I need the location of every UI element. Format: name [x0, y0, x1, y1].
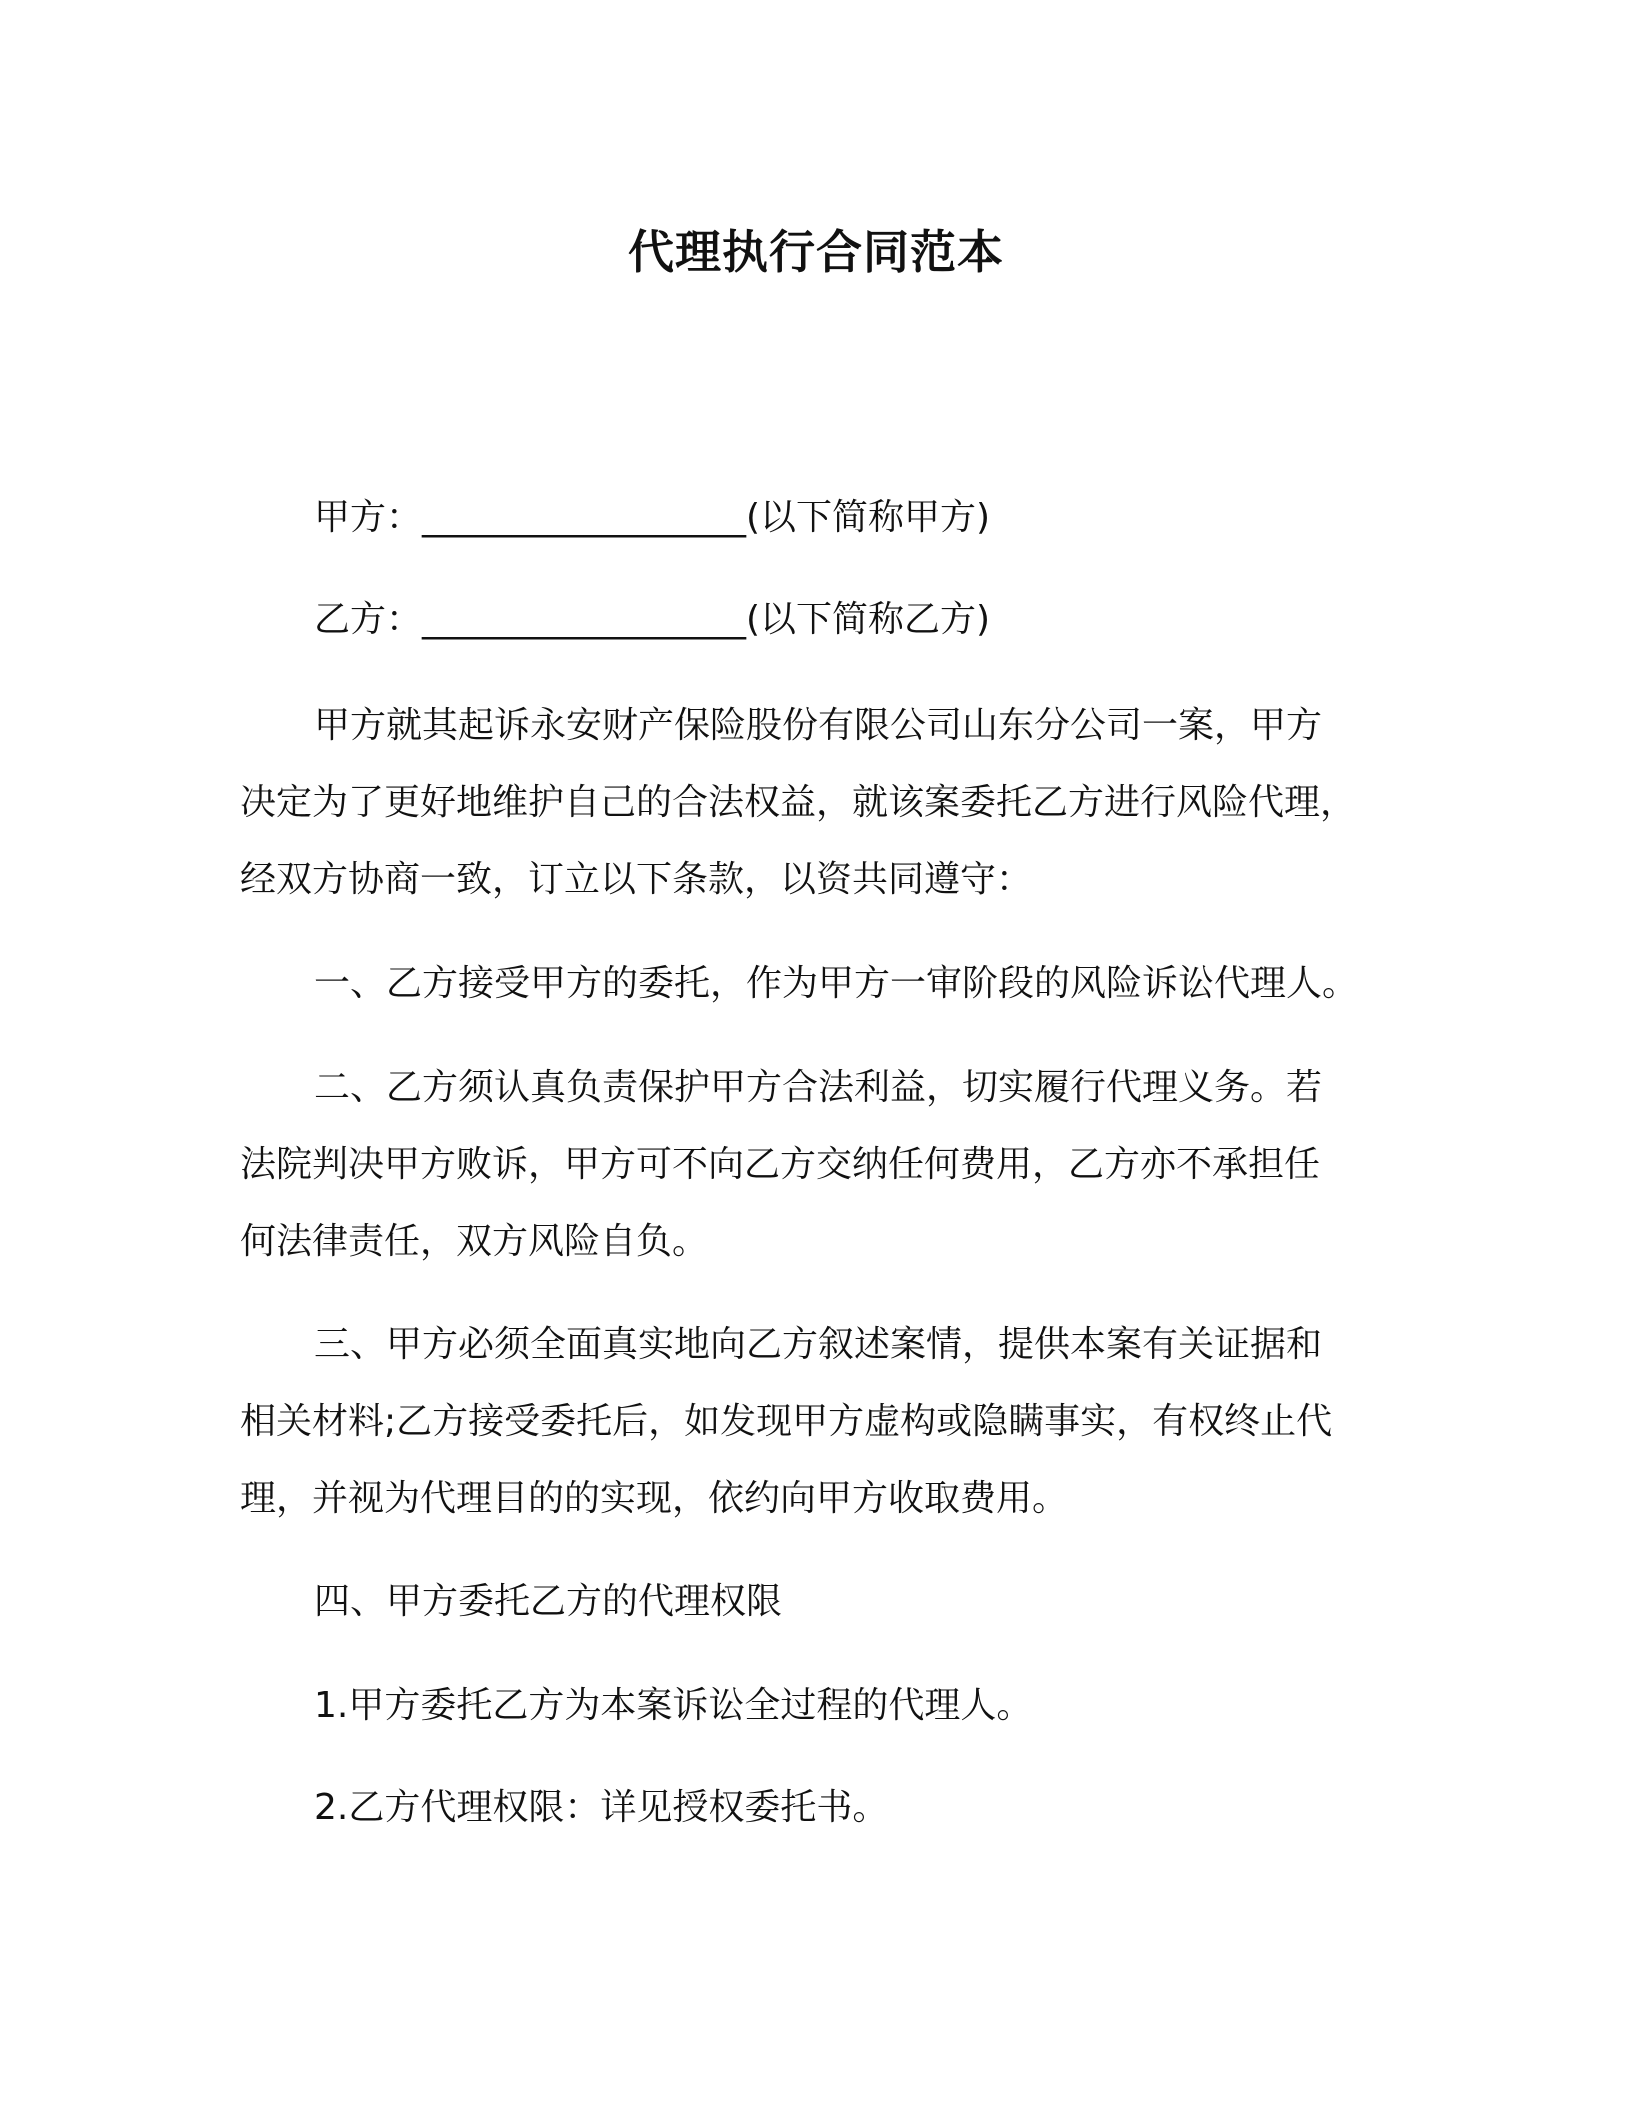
clause-4-heading: 四、甲方委托乙方的代理权限	[314, 1581, 783, 1622]
clause-3-line-2: 相关材料;乙方接受委托后，如发现甲方虚构或隐瞒事实，有权终止代	[240, 1401, 1333, 1442]
clause-2-line-1: 二、乙方须认真负责保护甲方合法利益，切实履行代理义务。若	[314, 1067, 1323, 1108]
clause-3-line-3: 理，并视为代理目的的实现，依约向甲方收取费用。	[240, 1478, 1069, 1519]
clause-3-line-1: 三、甲方必须全面真实地向乙方叙述案情，提供本案有关证据和	[314, 1324, 1323, 1365]
intro-line-1: 甲方就其起诉永安财产保险股份有限公司山东分公司一案，甲方	[314, 705, 1323, 746]
intro-line-2: 决定为了更好地维护自己的合法权益，就该案委托乙方进行风险代理，	[240, 782, 1357, 823]
clause-4-item-1: 1.甲方委托乙方为本案诉讼全过程的代理人。	[314, 1685, 1033, 1726]
document-title: 代理执行合同范本	[628, 225, 1004, 279]
clause-2-line-3: 何法律责任，双方风险自负。	[240, 1221, 709, 1262]
party-a-line: 甲方：__________________(以下简称甲方)	[314, 497, 991, 538]
party-b-line: 乙方：__________________(以下简称乙方)	[314, 599, 991, 640]
intro-line-3: 经双方协商一致，订立以下条款，以资共同遵守：	[240, 859, 1033, 900]
clause-4-item-2: 2.乙方代理权限：详见授权委托书。	[314, 1787, 889, 1828]
clause-1-line-1: 一、乙方接受甲方的委托，作为甲方一审阶段的风险诉讼代理人。	[314, 963, 1359, 1004]
clause-2-line-2: 法院判决甲方败诉，甲方可不向乙方交纳任何费用，乙方亦不承担任	[240, 1144, 1321, 1185]
